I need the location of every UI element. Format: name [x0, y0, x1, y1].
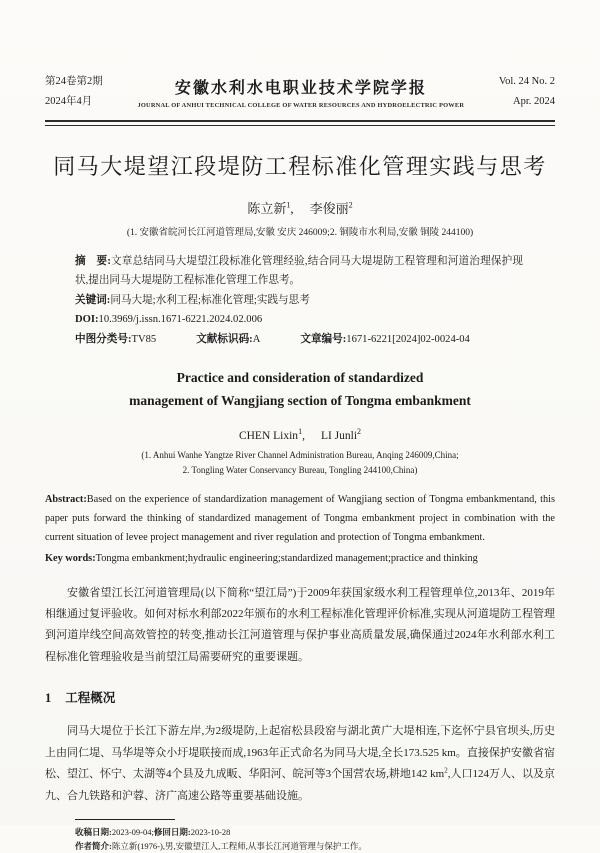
- abstract-cn-paragraph: [75, 253, 523, 291]
- section-1-title: 工程概况: [65, 691, 116, 706]
- abstract-text-en: Based on the experience of standardization management of Wangjiang section of Tongma embankmentand, this paper puts forward the thinking of standardized management of Tongma embankment project in combination with the current situation of levee project management and river regulation and protection of Tongma embankment.: [45, 494, 555, 544]
- title-en-line2: management of Wangjiang section of Tongma embankment: [129, 393, 471, 409]
- revised-date: 2023-10-28: [190, 827, 231, 838]
- affiliation-cn: (1. 安徽省皖河长江河道管理局,安徽 安庆 246009;2. 铜陵市水利局,安徽 铜陵 244100): [126, 227, 474, 238]
- abstract-label-cn: 摘 要:: [75, 255, 111, 267]
- intro-paragraph: 安徽省望江长江河道管理局(以下简称“望江局”)于2009年获国家级水利工程管理单位,2013年、2019年相继通过复评验收。如何对标水利部2022年颁布的水利工程标准化管理评价标准,实现从河道堤防工程管理到河道岸线空间高效管控的转变,推动长江河道管理与保护事业高质量发展,确保通过2024年水利部水利工程标准化管理验收是当前望江局需要研究的重要课题。: [45, 586, 555, 663]
- doc-code-label: 文献标识码:: [196, 334, 253, 346]
- clc-group: [75, 331, 156, 350]
- authors-cn: [45, 198, 555, 217]
- doc-code-group: [196, 331, 260, 350]
- clc-value: TV85: [131, 334, 157, 346]
- article-title-en: [45, 367, 555, 413]
- keywords-text-en: Tongma embankment;hydraulic engineering;standardized management;practice and thinking: [95, 552, 478, 564]
- abstract-label-en: Abstract:: [45, 494, 87, 506]
- doc-code-value: A: [252, 334, 261, 346]
- doi-label: DOI:: [75, 314, 99, 326]
- affiliation-en-line2: 2. Tongling Water Conservancy Bureau, Tongling 244100,China): [182, 465, 418, 476]
- article-title-cn: 同马大堤望江段堤防工程标准化管理实践与思考: [53, 153, 547, 179]
- article-id-value: 1671-6221[2024]02-0024-04: [346, 334, 470, 346]
- author1-name-cn: 陈立新: [247, 200, 287, 216]
- volume-issue-en: Vol. 24 No. 2: [498, 76, 555, 87]
- section-1-heading: [45, 688, 555, 706]
- article-id-group: [300, 331, 469, 350]
- journal-header: [45, 72, 555, 112]
- abstract-block-cn: [75, 253, 523, 350]
- abstract-en-paragraph: [45, 490, 555, 547]
- issue-date-cn: 2024年4月: [45, 95, 93, 107]
- footnote-bio-line: [75, 839, 555, 853]
- author2-affil-marker: 2: [348, 200, 353, 210]
- article-id-label: 文章编号:: [300, 334, 347, 346]
- affiliation-en-line1: (1. Anhui Wanhe Yangtze River Channel Administration Bureau, Anqing 246009,China;: [141, 449, 459, 460]
- clc-label: 中图分类号:: [75, 334, 132, 346]
- abstract-block-en: [45, 490, 555, 567]
- journal-name-cn: 安徽水利水电职业技术学院学报: [174, 79, 427, 97]
- keywords-row-cn: [75, 292, 523, 311]
- affiliation-en: [45, 448, 555, 479]
- keywords-label-cn: 关键词:: [75, 294, 111, 306]
- issue-date-en: Apr. 2024: [513, 95, 555, 107]
- author2-name-en: LI Junli: [320, 429, 358, 442]
- keywords-label-en: Key words:: [45, 552, 96, 564]
- classification-row: [75, 331, 523, 350]
- footnote-dates-line: [75, 825, 555, 839]
- received-date-label: 收稿日期:: [75, 827, 112, 838]
- author1-name-en: CHEN Lixin: [238, 429, 299, 442]
- abstract-text-cn: 文章总结同马大堤望江段标准化管理经验,结合同马大堤堤防工程管理和河道治理保护现状,提出同马大堤堤防工程标准化管理工作思考。: [75, 255, 523, 286]
- author2-affil-marker-en: 2: [357, 426, 362, 436]
- header-left-block: [45, 72, 103, 112]
- section-1-text-part1: 同马大堤位于长江下游左岸,为2级堤防,上起宿松县段窑与湖北黄广大堤相连,下迄怀宁县官坝头,历史上由同仁堤、马华堤等众小圩堤联接而成,1963年正式命名为同马大堤,全长173.525 km。直接保护安徽省宿松、望江、怀宁、太湖等4个县及九成畈、华阳河、皖河等3个国营农场,耕地142 km: [45, 725, 555, 781]
- header-divider-rule: [45, 120, 555, 126]
- header-center-block: [103, 75, 499, 109]
- keywords-row-en: [45, 549, 555, 568]
- authors-en: [45, 427, 555, 442]
- revised-date-label: 修回日期:: [153, 827, 191, 838]
- author2-name-cn: 李俊丽: [309, 200, 349, 216]
- volume-issue-cn: 第24卷第2期: [45, 76, 103, 87]
- section-1-text-part2: ,人口124万人、以及京九、合九铁路和沪蓉、济广高速公路等重要基础设施。: [45, 768, 556, 802]
- author1-affil-marker: 1: [286, 200, 291, 210]
- section-1-paragraph: [45, 721, 555, 807]
- doi-value: 10.3969/j.issn.1671-6221.2024.02.006: [98, 314, 263, 326]
- author-separator-en: ,: [302, 429, 305, 442]
- journal-name-en: JOURNAL OF ANHUI TECHNICAL COLLEGE OF WATER RESOURCES AND HYDROELECTRIC POWER: [137, 101, 465, 109]
- footnote-block: [75, 819, 555, 853]
- author-separator: ,: [290, 200, 294, 216]
- author-bio-label: 作者简介:: [75, 841, 112, 852]
- keywords-text-cn: 同马大堤;水利工程;标准化管理;实践与思考: [110, 294, 310, 306]
- title-en-line1: Practice and consideration of standardized: [176, 370, 424, 386]
- doi-row: [75, 311, 523, 330]
- header-right-block: [499, 72, 555, 112]
- author-bio: 陈立新(1976-),男,安徽望江人,工程师,从事长江河道管理与保护工作。: [111, 841, 367, 852]
- received-date: 2023-09-04;: [111, 827, 154, 838]
- footnote-divider-rule: [75, 819, 175, 820]
- author1-affil-marker-en: 1: [298, 426, 303, 436]
- km-squared-superscript: 2: [444, 766, 448, 775]
- section-1-number: 1: [45, 691, 52, 706]
